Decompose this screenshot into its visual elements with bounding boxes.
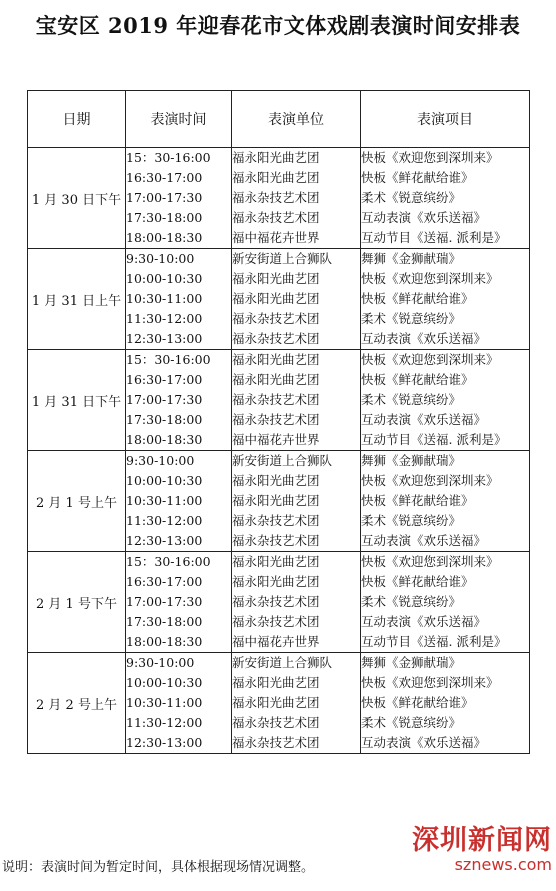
program-item: 互动表演《欢乐送福》 <box>361 614 487 629</box>
performance-time: 9:30-10:00 <box>126 251 195 266</box>
performance-time: 16:30-17:00 <box>126 372 203 387</box>
program-item: 互动表演《欢乐送福》 <box>361 210 487 225</box>
performance-time: 10:30-11:00 <box>126 291 203 306</box>
header-unit: 表演单位 <box>232 91 361 148</box>
performer-unit: 福永阳光曲艺团 <box>232 493 320 508</box>
performance-time: 17:30-18:00 <box>126 412 203 427</box>
program-item: 互动节目《送福. 派利是》 <box>361 230 507 245</box>
performer-unit: 福中福花卉世界 <box>232 432 320 447</box>
performer-unit: 福永阳光曲艺团 <box>232 695 320 710</box>
performer-unit: 福永杂技艺术团 <box>232 412 320 427</box>
session-date: 1 月 31 日上午 <box>28 249 126 350</box>
performance-time: 17:30-18:00 <box>126 614 203 629</box>
session-date: 2 月 1 号上午 <box>28 451 126 552</box>
performer-unit: 福永阳光曲艺团 <box>232 675 320 690</box>
performer-unit-cell <box>232 148 361 249</box>
performer-unit: 福永阳光曲艺团 <box>232 352 320 367</box>
program-item: 快板《鲜花献给谁》 <box>361 695 474 710</box>
table-row <box>28 653 530 754</box>
performer-unit: 福永阳光曲艺团 <box>232 554 320 569</box>
performance-time: 9:30-10:00 <box>126 453 195 468</box>
performer-unit: 福永杂技艺术团 <box>232 715 320 730</box>
performance-time-cell <box>126 249 232 350</box>
table-body <box>28 148 530 754</box>
program-item: 互动节目《送福. 派利是》 <box>361 634 507 649</box>
program-item-cell <box>361 148 530 249</box>
performance-time: 15：30-16:00 <box>126 554 211 569</box>
performance-time: 12:30-13:00 <box>126 735 203 750</box>
performance-time: 11:30-12:00 <box>126 513 203 528</box>
program-item: 互动表演《欢乐送福》 <box>361 331 487 346</box>
sznews-watermark <box>412 826 552 874</box>
performer-unit: 福永杂技艺术团 <box>232 735 320 750</box>
session-date: 2 月 2 号上午 <box>28 653 126 754</box>
table-row <box>28 148 530 249</box>
document-title: 宝安区 2019 年迎春花市文体戏剧表演时间安排表 <box>35 13 521 38</box>
header-row <box>28 91 530 148</box>
performer-unit: 福永杂技艺术团 <box>232 614 320 629</box>
performer-unit: 福永杂技艺术团 <box>232 533 320 548</box>
performer-unit-cell <box>232 249 361 350</box>
performance-time: 18:00-18:30 <box>126 230 203 245</box>
program-item: 快板《鲜花献给谁》 <box>361 170 474 185</box>
program-item-cell <box>361 451 530 552</box>
performance-time: 10:30-11:00 <box>126 695 203 710</box>
performance-time: 12:30-13:00 <box>126 331 203 346</box>
program-item: 柔术《锐意缤纷》 <box>361 513 462 528</box>
performance-time-cell <box>126 148 232 249</box>
program-item: 舞狮《金狮献瑞》 <box>361 655 462 670</box>
performance-time: 16:30-17:00 <box>126 574 203 589</box>
program-item: 快板《欢迎您到深圳来》 <box>361 675 499 690</box>
session-date: 1 月 31 日下午 <box>28 350 126 451</box>
header-time: 表演时间 <box>126 91 232 148</box>
performer-unit: 福永阳光曲艺团 <box>232 150 320 165</box>
performance-time: 9:30-10:00 <box>126 655 195 670</box>
session-date: 1 月 30 日下午 <box>28 148 126 249</box>
performance-time: 16:30-17:00 <box>126 170 203 185</box>
performer-unit: 福永阳光曲艺团 <box>232 574 320 589</box>
program-item: 互动表演《欢乐送福》 <box>361 533 487 548</box>
performance-time: 17:00-17:30 <box>126 190 203 205</box>
schedule-table <box>27 90 530 754</box>
table-row <box>28 451 530 552</box>
performer-unit-cell <box>232 552 361 653</box>
performer-unit: 福永杂技艺术团 <box>232 311 320 326</box>
program-item: 互动节目《送福. 派利是》 <box>361 432 507 447</box>
performer-unit: 福永阳光曲艺团 <box>232 291 320 306</box>
performance-time: 12:30-13:00 <box>126 533 203 548</box>
performance-time: 11:30-12:00 <box>126 715 203 730</box>
program-item-cell <box>361 552 530 653</box>
footnote: 说明：表演时间为暂定时间，具体根据现场情况调整。 <box>2 860 315 875</box>
performer-unit: 新安街道上合狮队 <box>232 453 333 468</box>
table-header <box>28 91 530 148</box>
performance-time: 18:00-18:30 <box>126 432 203 447</box>
performance-time: 10:00-10:30 <box>126 675 203 690</box>
performance-time: 10:00-10:30 <box>126 271 203 286</box>
program-item-cell <box>361 350 530 451</box>
performer-unit-cell <box>232 350 361 451</box>
program-item: 快板《欢迎您到深圳来》 <box>361 352 499 367</box>
performance-time: 15：30-16:00 <box>126 352 211 367</box>
program-item: 柔术《锐意缤纷》 <box>361 594 462 609</box>
performance-time: 17:00-17:30 <box>126 594 203 609</box>
performance-time-cell <box>126 552 232 653</box>
performer-unit-cell <box>232 451 361 552</box>
program-item-cell <box>361 653 530 754</box>
performer-unit-cell <box>232 653 361 754</box>
performer-unit: 福永杂技艺术团 <box>232 392 320 407</box>
performance-time-cell <box>126 350 232 451</box>
header-date: 日期 <box>28 91 126 148</box>
program-item: 快板《欢迎您到深圳来》 <box>361 271 499 286</box>
performer-unit: 福永杂技艺术团 <box>232 210 320 225</box>
program-item-cell <box>361 249 530 350</box>
program-item: 舞狮《金狮献瑞》 <box>361 453 462 468</box>
program-item: 快板《欢迎您到深圳来》 <box>361 554 499 569</box>
performer-unit: 福中福花卉世界 <box>232 230 320 245</box>
program-item: 柔术《锐意缤纷》 <box>361 392 462 407</box>
watermark-chinese: 深圳新闻网 <box>412 825 552 856</box>
performer-unit: 福永阳光曲艺团 <box>232 372 320 387</box>
performance-time: 17:00-17:30 <box>126 392 203 407</box>
program-item: 互动表演《欢乐送福》 <box>361 412 487 427</box>
performance-time: 10:30-11:00 <box>126 493 203 508</box>
program-item: 柔术《锐意缤纷》 <box>361 190 462 205</box>
performance-time: 17:30-18:00 <box>126 210 203 225</box>
performance-time: 10:00-10:30 <box>126 473 203 488</box>
performance-time: 11:30-12:00 <box>126 311 203 326</box>
program-item: 互动表演《欢乐送福》 <box>361 735 487 750</box>
performer-unit: 福永阳光曲艺团 <box>232 170 320 185</box>
table-row <box>28 249 530 350</box>
table-row <box>28 552 530 653</box>
program-item: 快板《鲜花献给谁》 <box>361 493 474 508</box>
program-item: 快板《欢迎您到深圳来》 <box>361 150 499 165</box>
performer-unit: 新安街道上合狮队 <box>232 251 333 266</box>
performer-unit: 新安街道上合狮队 <box>232 655 333 670</box>
watermark-url: sznews.com <box>454 855 552 874</box>
performance-time-cell <box>126 653 232 754</box>
performer-unit: 福永杂技艺术团 <box>232 513 320 528</box>
program-item: 快板《鲜花献给谁》 <box>361 372 474 387</box>
program-item: 快板《鲜花献给谁》 <box>361 291 474 306</box>
performance-time: 15：30-16:00 <box>126 150 211 165</box>
performer-unit: 福永杂技艺术团 <box>232 190 320 205</box>
table-row <box>28 350 530 451</box>
performance-time: 18:00-18:30 <box>126 634 203 649</box>
program-item: 柔术《锐意缤纷》 <box>361 715 462 730</box>
program-item: 快板《欢迎您到深圳来》 <box>361 473 499 488</box>
program-item: 快板《鲜花献给谁》 <box>361 574 474 589</box>
performer-unit: 福中福花卉世界 <box>232 634 320 649</box>
performer-unit: 福永杂技艺术团 <box>232 331 320 346</box>
program-item: 舞狮《金狮献瑞》 <box>361 251 462 266</box>
performer-unit: 福永阳光曲艺团 <box>232 271 320 286</box>
performer-unit: 福永杂技艺术团 <box>232 594 320 609</box>
performance-time-cell <box>126 451 232 552</box>
program-item: 柔术《锐意缤纷》 <box>361 311 462 326</box>
performer-unit: 福永阳光曲艺团 <box>232 473 320 488</box>
session-date: 2 月 1 号下午 <box>28 552 126 653</box>
header-program: 表演项目 <box>361 91 530 148</box>
